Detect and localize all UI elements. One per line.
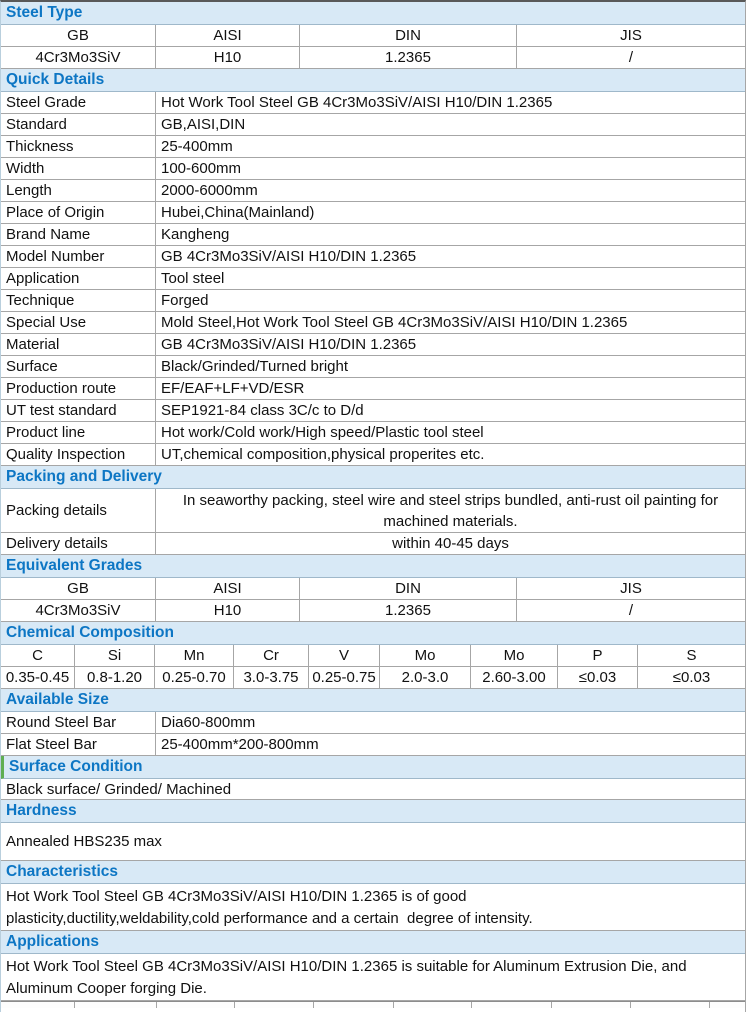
- column-header-gb: GB: [1, 25, 156, 46]
- steel-type-jis-value: /: [628, 49, 634, 66]
- row-value: Hot Work Tool Steel GB 4Cr3Mo3SiV/AISI H10/DIN 1.2365: [161, 94, 553, 111]
- column-header-s: S: [686, 647, 697, 664]
- row-key: Material: [1, 334, 156, 355]
- applications-line-1: Hot Work Tool Steel GB 4Cr3Mo3SiV/AISI H10/DIN 1.2365 is suitable for Aluminum Extrusion Die, and: [6, 958, 687, 975]
- characteristics-text: [1, 884, 745, 931]
- row-value: GB 4Cr3Mo3SiV/AISI H10/DIN 1.2365: [161, 248, 417, 265]
- row-value: SEP1921-84 class 3C/c to D/d: [161, 402, 364, 419]
- table-row: [1, 180, 745, 202]
- section-title-hardness: Hardness: [1, 800, 745, 823]
- equivalent-gb-value: 4Cr3Mo3SiV: [1, 600, 156, 621]
- row-value: EF/EAF+LF+VD/ESR: [161, 380, 305, 397]
- steel-type-gb-value: 4Cr3Mo3SiV: [1, 47, 156, 68]
- row-value: Dia60-800mm: [161, 714, 256, 731]
- column-header-cr: Cr: [234, 645, 309, 666]
- table-row: [1, 158, 745, 180]
- chem-mn-value: 0.25-0.70: [155, 667, 234, 688]
- table-row: [1, 444, 745, 466]
- chem-s-value: ≤0.03: [672, 669, 711, 686]
- chemical-header-row: [1, 645, 745, 667]
- chem-mo2-value: 2.60-3.00: [471, 667, 558, 688]
- row-key: Application: [1, 268, 156, 289]
- section-title-chemical-composition: Chemical Composition: [1, 622, 745, 645]
- row-key: Packing details: [1, 489, 156, 532]
- column-header-mo-1: Mo: [380, 645, 471, 666]
- row-key: Width: [1, 158, 156, 179]
- row-value: Hubei,China(Mainland): [161, 204, 315, 221]
- table-row: [1, 378, 745, 400]
- column-header-mn: Mn: [155, 645, 234, 666]
- table-row: [1, 290, 745, 312]
- steel-type-din-value: 1.2365: [300, 47, 517, 68]
- row-key: Model Number: [1, 246, 156, 267]
- table-row: [1, 224, 745, 246]
- column-header-mo-2: Mo: [471, 645, 558, 666]
- chem-v-value: 0.25-0.75: [309, 667, 380, 688]
- row-value: UT,chemical composition,physical properites etc.: [161, 446, 485, 463]
- equivalent-grades-header-row: [1, 578, 745, 600]
- applications-text: [1, 954, 745, 1001]
- equivalent-aisi-value: H10: [156, 600, 300, 621]
- table-row: [1, 422, 745, 444]
- row-key: Round Steel Bar: [1, 712, 156, 733]
- row-value: Tool steel: [161, 270, 225, 287]
- table-row: [1, 334, 745, 356]
- table-row: [1, 268, 745, 290]
- column-header-aisi: AISI: [156, 578, 300, 599]
- chem-c-value: 0.35-0.45: [1, 667, 75, 688]
- equivalent-din-value: 1.2365: [300, 600, 517, 621]
- row-value: within 40-45 days: [392, 535, 509, 552]
- chemical-value-row: [1, 667, 745, 689]
- row-value: 25-400mm: [161, 138, 233, 155]
- row-key: Brand Name: [1, 224, 156, 245]
- row-value: Forged: [161, 292, 209, 309]
- table-row: [1, 114, 745, 136]
- column-header-si: Si: [75, 645, 155, 666]
- column-header-din: DIN: [300, 578, 517, 599]
- column-header-v: V: [309, 645, 380, 666]
- equivalent-jis-value: /: [628, 602, 634, 619]
- characteristics-line-1: Hot Work Tool Steel GB 4Cr3Mo3SiV/AISI H10/DIN 1.2365 is of good: [6, 888, 467, 905]
- chem-mo1-value: 2.0-3.0: [380, 667, 471, 688]
- section-title-steel-type: Steel Type: [1, 2, 745, 25]
- section-title-equivalent-grades: Equivalent Grades: [1, 555, 745, 578]
- row-value: 2000-6000mm: [161, 182, 258, 199]
- table-row: [1, 356, 745, 378]
- row-key: Quality Inspection: [1, 444, 156, 465]
- chem-p-value: ≤0.03: [558, 667, 638, 688]
- column-header-aisi: AISI: [156, 25, 300, 46]
- characteristics-line-2: plasticity,ductility,weldability,cold performance and a certain degree of intensity.: [6, 910, 533, 927]
- table-row: [1, 489, 745, 533]
- section-title-surface-condition: Surface Condition: [1, 756, 745, 779]
- table-row: [1, 202, 745, 224]
- section-title-quick-details: Quick Details: [1, 69, 745, 92]
- column-header-p: P: [558, 645, 638, 666]
- section-title-characteristics: Characteristics: [1, 861, 745, 884]
- section-title-available-size: Available Size: [1, 689, 745, 712]
- chem-si-value: 0.8-1.20: [75, 667, 155, 688]
- section-title-packing-delivery: Packing and Delivery: [1, 466, 745, 489]
- column-header-jis: JIS: [620, 27, 642, 44]
- row-key: UT test standard: [1, 400, 156, 421]
- row-key: Delivery details: [1, 533, 156, 554]
- row-key: Standard: [1, 114, 156, 135]
- table-row: [1, 312, 745, 334]
- row-key: Technique: [1, 290, 156, 311]
- row-key: Surface: [1, 356, 156, 377]
- table-row: [1, 136, 745, 158]
- chem-cr-value: 3.0-3.75: [234, 667, 309, 688]
- surface-condition-text: Black surface/ Grinded/ Machined: [1, 779, 745, 800]
- row-key: Flat Steel Bar: [1, 734, 156, 755]
- table-row: [1, 533, 745, 555]
- column-header-gb: GB: [1, 578, 156, 599]
- column-header-c: C: [1, 645, 75, 666]
- row-key: Product line: [1, 422, 156, 443]
- row-value: Kangheng: [161, 226, 230, 243]
- row-key: Steel Grade: [1, 92, 156, 113]
- column-header-din: DIN: [300, 25, 517, 46]
- section-title-applications: Applications: [1, 931, 745, 954]
- row-key: Production route: [1, 378, 156, 399]
- steel-type-value-row: [1, 47, 745, 69]
- row-value: Mold Steel,Hot Work Tool Steel GB 4Cr3Mo3SiV/AISI H10/DIN 1.2365: [161, 314, 628, 331]
- steel-type-aisi-value: H10: [156, 47, 300, 68]
- row-key: Thickness: [1, 136, 156, 157]
- row-value: Hot work/Cold work/High speed/Plastic tool steel: [161, 424, 484, 441]
- table-row: [1, 734, 745, 756]
- row-key: Length: [1, 180, 156, 201]
- equivalent-grades-value-row: [1, 600, 745, 622]
- steel-type-header-row: [1, 25, 745, 47]
- hardness-text: Annealed HBS235 max: [1, 823, 745, 861]
- row-value: 100-600mm: [161, 160, 242, 177]
- row-value: GB,AISI,DIN: [161, 116, 246, 133]
- row-value: GB 4Cr3Mo3SiV/AISI H10/DIN 1.2365: [161, 336, 417, 353]
- column-header-jis: JIS: [620, 580, 642, 597]
- table-row: [1, 400, 745, 422]
- table-row: [1, 712, 745, 734]
- applications-line-2: Aluminum Cooper forging Die.: [6, 980, 207, 997]
- row-key: Special Use: [1, 312, 156, 333]
- table-row: [1, 92, 745, 114]
- row-value: In seaworthy packing, steel wire and steel strips bundled, anti-rust oil painting for machined materials.: [182, 491, 719, 530]
- row-value: Black/Grinded/Turned bright: [161, 358, 349, 375]
- row-key: Place of Origin: [1, 202, 156, 223]
- table-row: [1, 246, 745, 268]
- row-value: 25-400mm*200-800mm: [161, 736, 319, 753]
- cutoff-grid-row: [1, 1001, 745, 1008]
